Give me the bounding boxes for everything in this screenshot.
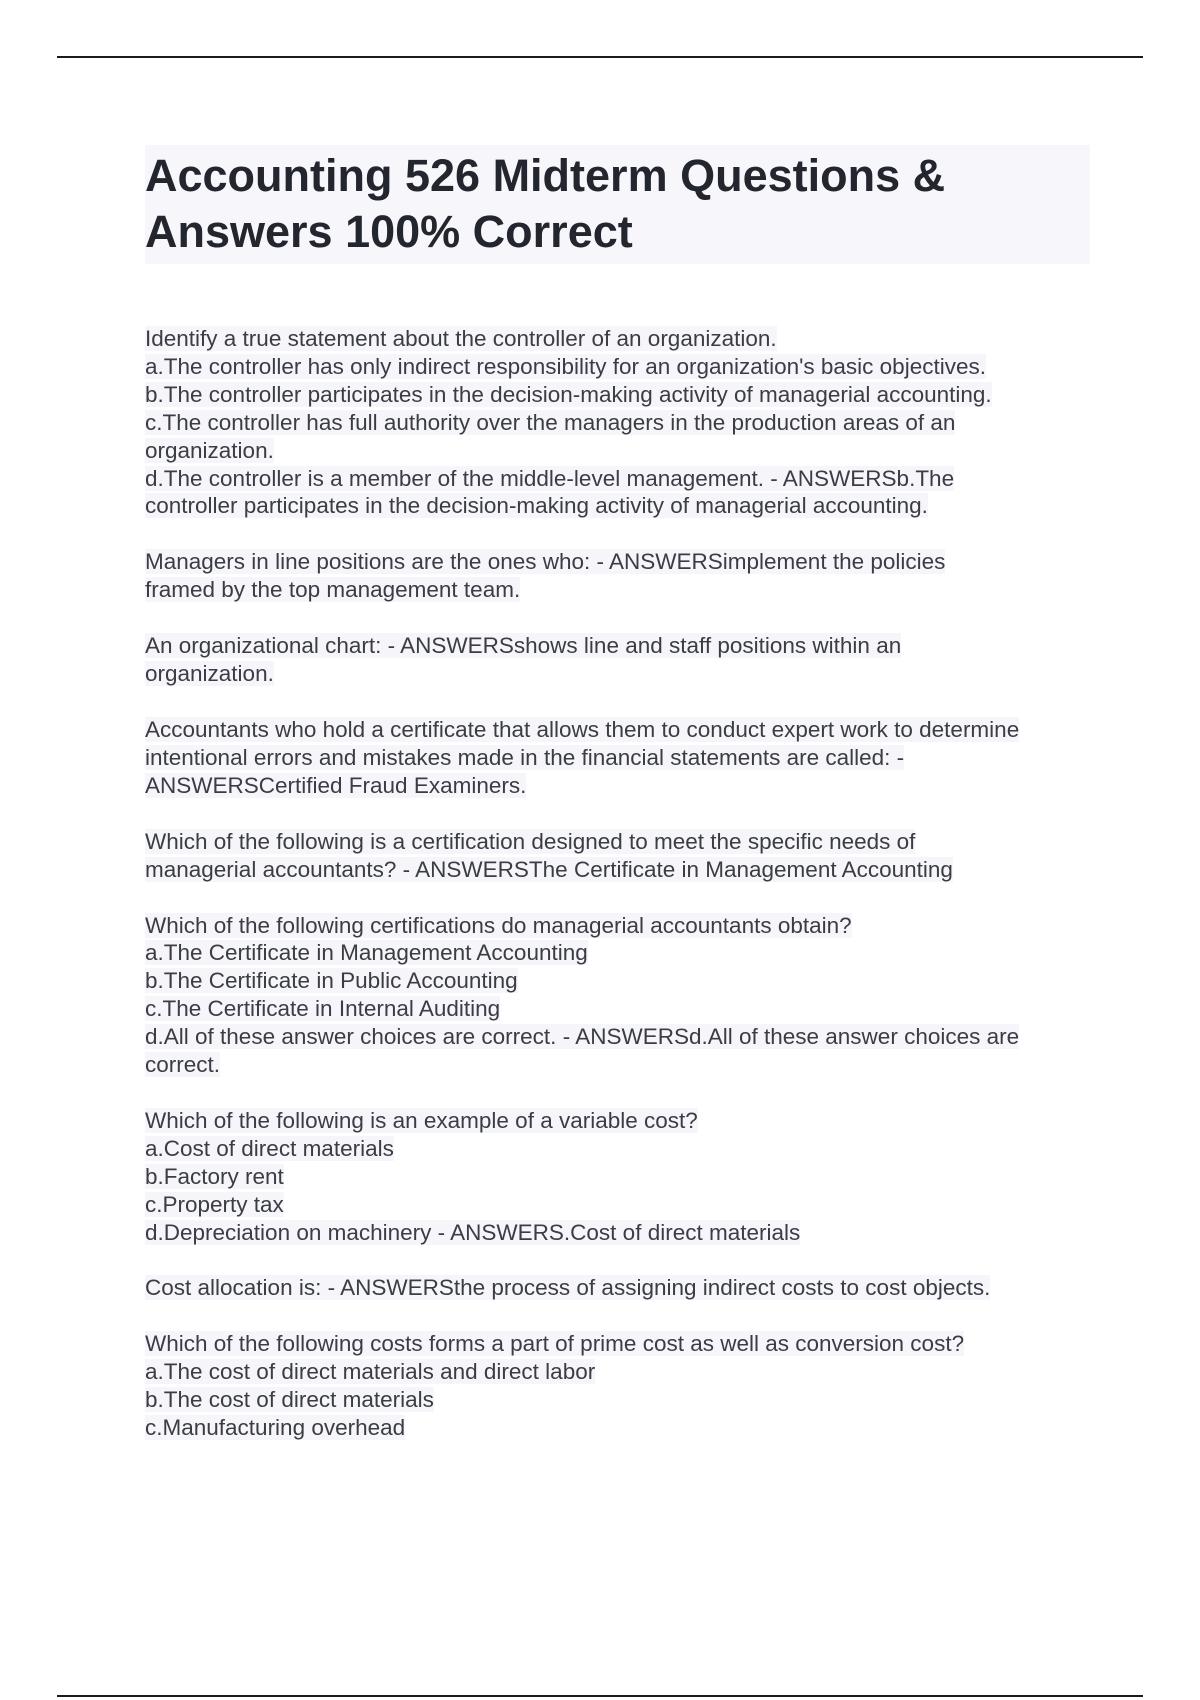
qa-line-text: organization. — [145, 661, 274, 687]
qa-block — [145, 632, 1090, 688]
qa-line — [145, 576, 1090, 604]
qa-line-text: Accountants who hold a certificate that allows them to conduct expert work to determine — [145, 716, 1020, 742]
qa-line-text: intentional errors and mistakes made in the financial statements are called: - — [145, 744, 905, 770]
qa-line — [145, 1107, 1090, 1135]
qa-line-text: b.Factory rent — [145, 1163, 284, 1189]
qa-line — [145, 1330, 1090, 1358]
qa-line — [145, 1191, 1090, 1219]
qa-line-text: Which of the following certifications do managerial accountants obtain? — [145, 912, 852, 938]
qa-line-text: organization. — [145, 437, 274, 463]
qa-line — [145, 1163, 1090, 1191]
qa-line-text: a.The Certificate in Management Accounting — [145, 940, 588, 966]
title-line: Answers 100% Correct — [145, 206, 633, 257]
qa-line — [145, 856, 1090, 884]
qa-line — [145, 1219, 1090, 1247]
qa-line — [145, 1023, 1090, 1051]
qa-line — [145, 1051, 1090, 1079]
top-rule — [57, 56, 1143, 58]
qa-line — [145, 437, 1090, 465]
qa-block — [145, 1330, 1090, 1442]
qa-line-text: framed by the top management team. — [145, 577, 521, 603]
qa-line-text: a.The controller has only indirect responsibility for an organization's basic objectives. — [145, 353, 986, 379]
qa-line — [145, 912, 1090, 940]
qa-block — [145, 912, 1090, 1079]
qa-line-text: An organizational chart: - ANSWERSshows line and staff positions within an — [145, 633, 902, 659]
qa-line-text: a.The cost of direct materials and direct labor — [145, 1359, 596, 1385]
qa-line — [145, 492, 1090, 520]
qa-block — [145, 548, 1090, 604]
qa-line — [145, 353, 1090, 381]
qa-line — [145, 548, 1090, 576]
bottom-rule — [57, 1695, 1143, 1697]
qa-line-text: managerial accountants? - ANSWERSThe Certificate in Management Accounting — [145, 856, 953, 882]
qa-line — [145, 1414, 1090, 1442]
qa-line-text: a.Cost of direct materials — [145, 1135, 394, 1161]
qa-line — [145, 967, 1090, 995]
qa-line — [145, 381, 1090, 409]
qa-line-text: c.The controller has full authority over the managers in the production areas of an — [145, 409, 956, 435]
qa-line — [145, 828, 1090, 856]
qa-line-text: Which of the following costs forms a part of prime cost as well as conversion cost? — [145, 1331, 965, 1357]
qa-line — [145, 716, 1090, 744]
qa-line — [145, 1135, 1090, 1163]
qa-line-text: b.The controller participates in the decision-making activity of managerial accounting. — [145, 381, 992, 407]
document-title — [145, 148, 1090, 260]
title-block — [145, 145, 1090, 264]
qa-line — [145, 1358, 1090, 1386]
qa-block — [145, 325, 1090, 520]
qa-line-text: Identify a true statement about the controller of an organization. — [145, 326, 777, 351]
qa-line — [145, 995, 1090, 1023]
qa-line-text: correct. — [145, 1052, 221, 1078]
qa-line — [145, 632, 1090, 660]
qa-line-text: Cost allocation is: - ANSWERSthe process of assigning indirect costs to cost objects. — [145, 1275, 991, 1301]
qa-line-text: Managers in line positions are the ones who: - ANSWERSimplement the policies — [145, 549, 946, 575]
qa-block — [145, 828, 1090, 884]
qa-line — [145, 465, 1090, 493]
qa-line-text: c.Property tax — [145, 1191, 284, 1217]
qa-line-text: Which of the following is an example of a variable cost? — [145, 1107, 698, 1133]
qa-block — [145, 716, 1090, 800]
qa-line-text: b.The cost of direct materials — [145, 1387, 434, 1413]
qa-line — [145, 325, 1090, 353]
qa-list — [145, 325, 1090, 1442]
qa-line — [145, 744, 1090, 772]
qa-line-text: c.The Certificate in Internal Auditing — [145, 996, 501, 1022]
qa-line-text: d.Depreciation on machinery - ANSWERS.Cost of direct materials — [145, 1219, 801, 1245]
qa-line — [145, 1274, 1090, 1302]
qa-line — [145, 660, 1090, 688]
qa-line-text: Which of the following is a certification designed to meet the specific needs of — [145, 828, 916, 854]
qa-line-text: controller participates in the decision-making activity of managerial accounting. — [145, 493, 928, 519]
qa-line — [145, 939, 1090, 967]
qa-line — [145, 1386, 1090, 1414]
qa-line-text: ANSWERSCertified Fraud Examiners. — [145, 772, 527, 798]
qa-line — [145, 772, 1090, 800]
qa-line-text: d.The controller is a member of the middle-level management. - ANSWERSb.The — [145, 465, 955, 491]
qa-line — [145, 409, 1090, 437]
qa-line-text: b.The Certificate in Public Accounting — [145, 968, 518, 994]
qa-block — [145, 1274, 1090, 1302]
qa-block — [145, 1107, 1090, 1247]
document-body — [145, 145, 1090, 1470]
title-line: Accounting 526 Midterm Questions & — [145, 150, 946, 201]
qa-line-text: c.Manufacturing overhead — [145, 1415, 406, 1441]
qa-line-text: d.All of these answer choices are correct. - ANSWERSd.All of these answer choices are — [145, 1024, 1020, 1050]
